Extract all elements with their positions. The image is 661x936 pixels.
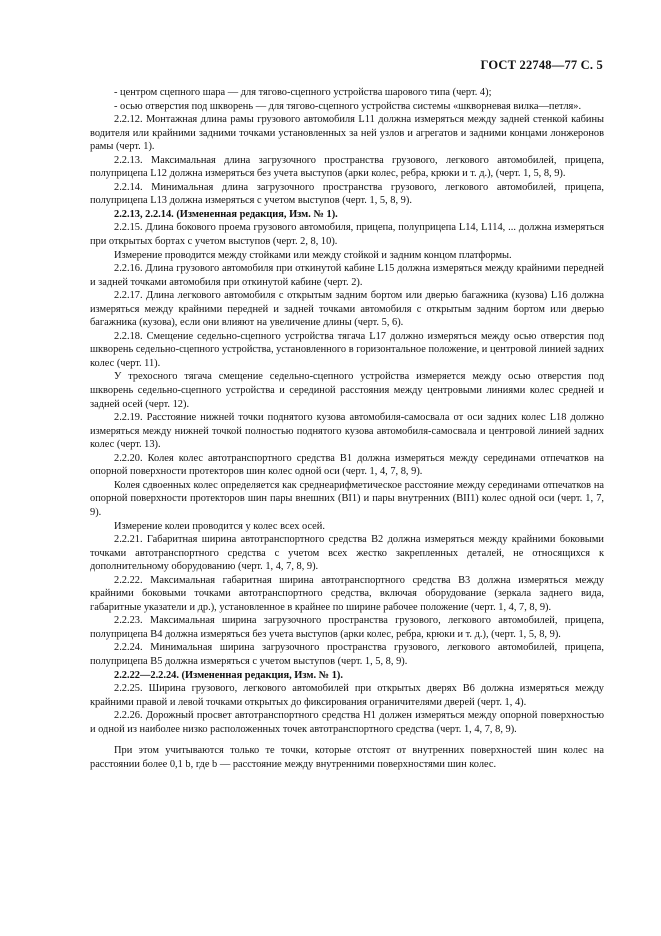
paragraph: 2.2.12. Монтажная длина рамы грузового автомобиля L11 должна измеряться между задней стенкой кабины водителя или крайними задними точками установленных за ней узлов и агрегатов и задними концами лонжеронов рамы (черт. 1). [90, 114, 604, 153]
amendment-note: 2.2.22—2.2.24. (Измененная редакция, Изм. № 1). [114, 669, 343, 681]
paragraph: 2.2.26. Дорожный просвет автотранспортного средства H1 должен измеряться между опорной поверхностью и одной из наиболее низко расположенных точек автотранспортного средства (черт. 1, 4, 7, 8, 9). [90, 710, 604, 735]
paragraph: 2.2.24. Минимальная ширина загрузочного пространства грузового, легкового автомобилей, прицепа, полуприцепа B5 должна измеряться с учетом выступов (черт. 1, 5, 8, 9). [90, 642, 604, 667]
paragraph: 2.2.23. Максимальная ширина загрузочного пространства грузового, легкового автомобилей, прицепа, полуприцепа B4 должна измеряться без учета выступов (арки колес, ребра, крюки и т. д.), (черт. 1, 5, 8, 9). [90, 615, 604, 640]
paragraph: 2.2.13. Максимальная длина загрузочного пространства грузового, легкового автомобилей, прицепа, полуприцепа L12 должна измеряться без учета выступов (арки колес, ребра, крюки и т. д.), (черт. 1, 5, 8, 9). [90, 154, 604, 180]
page-header: ГОСТ 22748—77 С. 5 [480, 58, 603, 72]
paragraph: При этом учитываются только те точки, которые отстоят от внутренних поверхностей шин колес на расстоянии более 0,1 b, где b — расстояние между внутренними поверхностями шин колес. [90, 745, 604, 770]
paragraph: 2.2.17. Длина легкового автомобиля с открытым задним бортом или дверью багажника (кузова) L16 должна измеряться между крайними передней и задней точками автомобиля с открытым задним бортом или дверью багажника (кузова), если они влияют на увеличение длины (черт. 5, 6). [90, 290, 604, 329]
paragraph: 2.2.21. Габаритная ширина автотранспортного средства B2 должна измеряться между крайними боковыми точками автотранспортного средства с учетом всех жестко закрепленных деталей, не относящихся к дополнительному оборудованию (черт. 1, 4, 7, 8, 9). [90, 534, 604, 573]
paragraph: - центром сцепного шара — для тягово-сцепного устройства шарового типа (черт. 4); [114, 87, 492, 98]
paragraph: 2.2.18. Смещение седельно-сцепного устройства тягача L17 должно измеряться между осью отверстия под шкворень седельно-сцепного устройства, установленного в горизонтальное положение, и центровой линией задних колес (черт. 11). [90, 330, 604, 369]
paragraph: 2.2.19. Расстояние нижней точки поднятого кузова автомобиля-самосвала от оси задних колес L18 должно измеряться между нижней точкой полностью поднятого кузова автомобиля-самосвала и центровой линией задних колес (черт. 13). [90, 412, 604, 451]
paragraph: 2.2.22. Максимальная габаритная ширина автотранспортного средства B3 должна измеряться между крайними боковыми точками автотранспортного средства, включая оборудование (зеркала заднего вида, габаритные указатели и др.), установленное в крайнее по ширине рабочее положение (черт. 1, 4, 7, 8, 9). [90, 574, 604, 613]
paragraph: Измерение проводится между стойками или между стойкой и задним концом платформы. [114, 249, 512, 261]
paragraph: 2.2.14. Минимальная длина загрузочного пространства грузового, легкового автомобилей, прицепа, полуприцепа L13 должна измеряться с учетом выступов (черт. 1, 5, 8, 9). [90, 181, 604, 207]
amendment-note: 2.2.13, 2.2.14. (Измененная редакция, Изм. № 1). [114, 208, 338, 220]
paragraph: Колея сдвоенных колес определяется как среднеарифметическое расстояние между серединами отпечатков на опорной поверхности протекторов шин пары внешних (BI1) и пары внутренних (BII1) колес одной оси (черт. 1, 7, 9). [90, 479, 604, 518]
paragraph: 2.2.16. Длина грузового автомобиля при откинутой кабине L15 должна измеряться между крайними передней и задней точками автомобиля при откинутой кабине (черт. 2). [90, 263, 604, 288]
document-body [90, 86, 604, 771]
paragraph: У трехосного тягача смещение седельно-сцепного устройства измеряется между осью отверстия под шкворень седельно-сцепного устройства и серединой расстояния между центровыми линиями колес средней и задней осей (черт. 12). [90, 371, 604, 410]
paragraph: 2.2.20. Колея колес автотранспортного средства B1 должна измеряться между серединами отпечатков на опорной поверхности протекторов шин колес одной оси (черт. 1, 4, 7, 8, 9). [90, 452, 604, 478]
paragraph: 2.2.15. Длина бокового проема грузового автомобиля, прицепа, полуприцепа L14, L114, ... должна измеряться при открытых бортах с учетом выступов (черт. 2, 8, 10). [90, 222, 604, 248]
paragraph: Измерение колеи проводится у колес всех осей. [114, 520, 325, 532]
paragraph: - осью отверстия под шкворень — для тягово-сцепного устройства системы «шкворневая вилка—петля». [114, 100, 582, 112]
paragraph: 2.2.25. Ширина грузового, легкового автомобилей при открытых дверях B6 должна измеряться между крайними правой и левой точками открытых до фиксирования ограничителями дверей (черт. 1, 4). [90, 683, 604, 708]
